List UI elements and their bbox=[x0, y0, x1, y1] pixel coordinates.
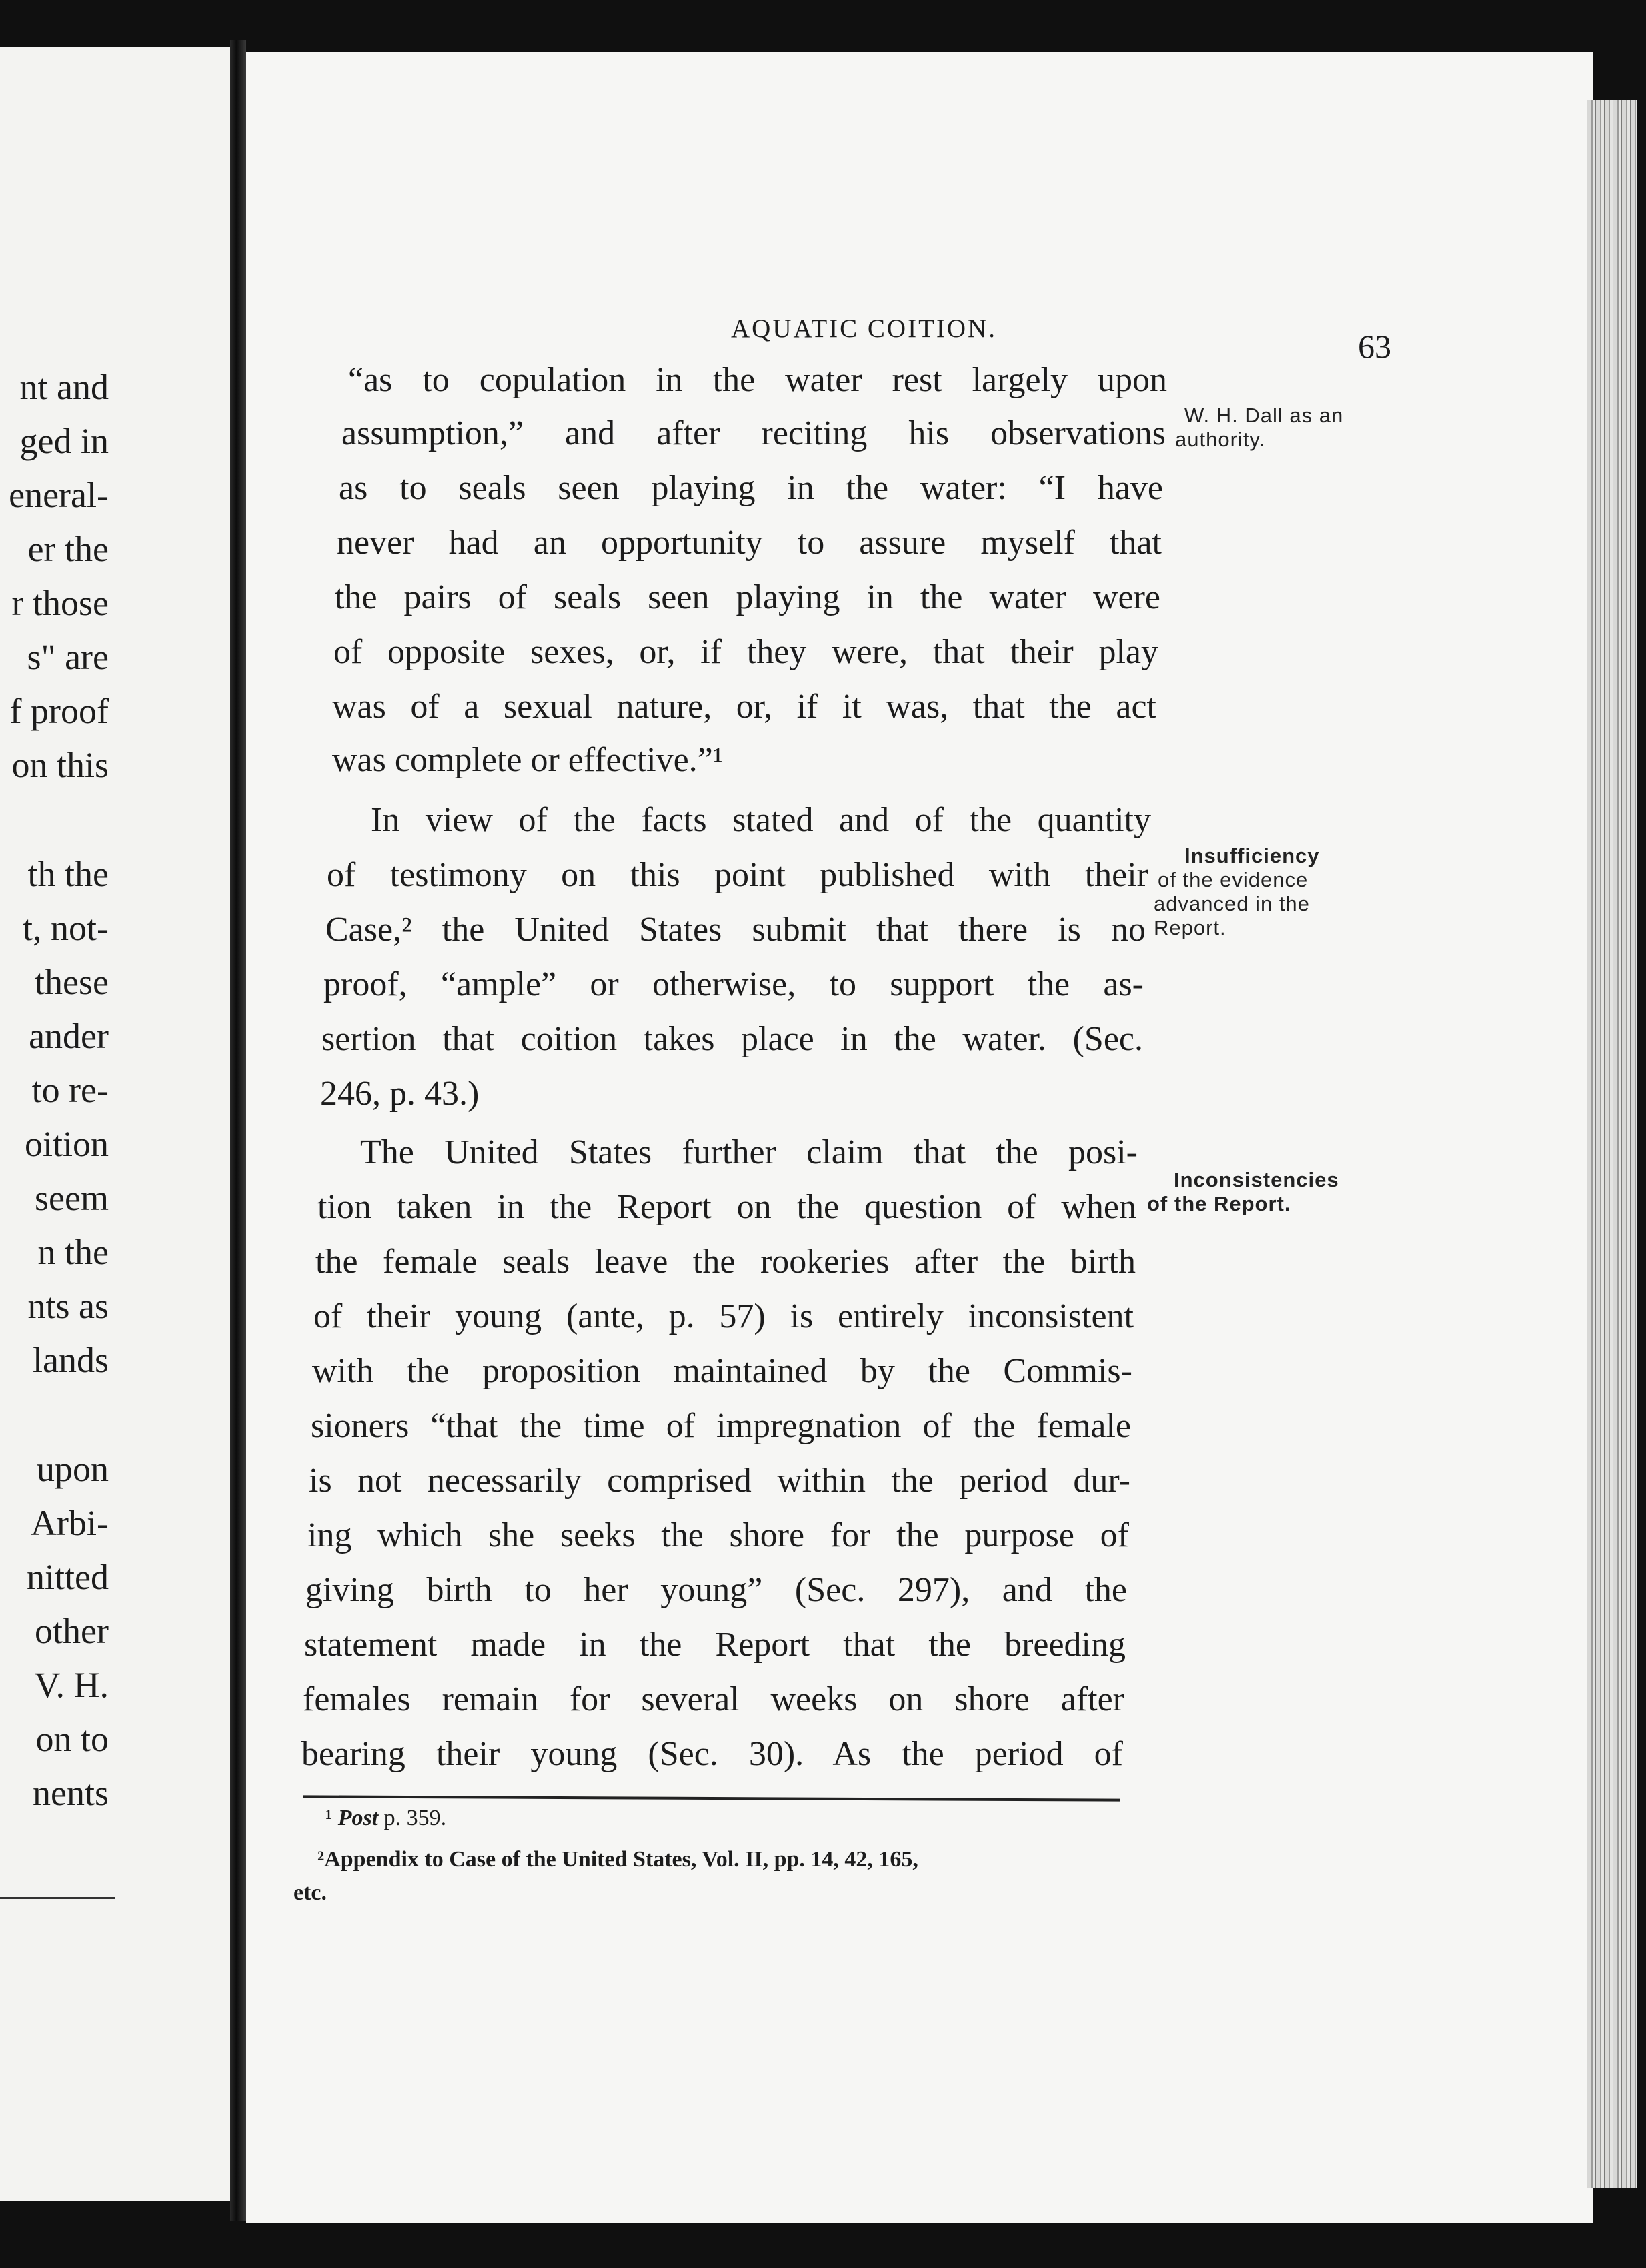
footnote-1 bbox=[325, 1805, 446, 1832]
facing-page-line: nitted bbox=[27, 1557, 109, 1597]
running-head: AQUATIC COITION. bbox=[731, 314, 997, 343]
facing-page-line: ged in bbox=[19, 421, 109, 461]
facing-page-line: ander bbox=[29, 1016, 109, 1056]
facing-page-line: other bbox=[35, 1611, 109, 1651]
facing-page-line: seem bbox=[35, 1178, 109, 1218]
facing-page-line: r those bbox=[11, 583, 109, 623]
body-text-line: In view of the facts stated and of the quantity bbox=[371, 801, 1151, 839]
facing-page-line: eneral- bbox=[9, 475, 109, 515]
page-edges bbox=[1587, 100, 1637, 2188]
body-text-line: 246, p. 43.) bbox=[320, 1075, 480, 1113]
body-text-line: statement made in the Report that the breeding bbox=[304, 1626, 1126, 1664]
body-text-line: “as to copulation in the water rest largely upon bbox=[348, 361, 1167, 399]
facing-page-line: Arbi- bbox=[31, 1503, 109, 1543]
body-text-line: sertion that coition takes place in the water. (Sec. bbox=[321, 1020, 1143, 1058]
facing-page-line: er the bbox=[27, 529, 109, 569]
body-text-line: females remain for several weeks on shore after bbox=[303, 1680, 1124, 1718]
body-text-line: the pairs of seals seen playing in the water were bbox=[335, 578, 1160, 616]
facing-page-line: nts as bbox=[27, 1286, 109, 1326]
body-text-line: bearing their young (Sec. 30). As the period of bbox=[301, 1735, 1123, 1773]
body-text-line: of their young (ante, p. 57) is entirely inconsistent bbox=[313, 1297, 1134, 1335]
body-text-line: of opposite sexes, or, if they were, that their play bbox=[333, 633, 1158, 671]
body-text-line: is not necessarily comprised within the period dur- bbox=[309, 1462, 1130, 1500]
facing-page-line: n the bbox=[37, 1232, 109, 1272]
footnote-2-line1: ²Appendix to Case of the United States, Vol. II, pp. 14, 42, 165, bbox=[317, 1847, 918, 1872]
body-text-line: sioners “that the time of impregnation of the female bbox=[311, 1407, 1131, 1445]
facing-page-line: nents bbox=[33, 1773, 109, 1813]
facing-page-line: V. H. bbox=[34, 1665, 109, 1705]
side-note-insufficiency: Insufficiency bbox=[1184, 844, 1320, 867]
side-note-insufficiency: advanced in the bbox=[1154, 892, 1310, 915]
body-text-line: Case,² the United States submit that there is no bbox=[325, 911, 1146, 949]
body-text-line: The United States further claim that the posi- bbox=[360, 1133, 1138, 1171]
footnote-1-ref: Post bbox=[337, 1806, 379, 1830]
body-text-line: was of a sexual nature, or, if it was, that the act bbox=[332, 688, 1156, 726]
facing-page-line: on this bbox=[11, 745, 109, 785]
facing-page-line: upon bbox=[37, 1449, 109, 1489]
facing-page-footnote-rule bbox=[0, 1897, 115, 1899]
facing-page-line: oition bbox=[24, 1124, 109, 1164]
footnote-1-marker: ¹ bbox=[325, 1806, 333, 1830]
footnote-2-line2: etc. bbox=[293, 1880, 327, 1905]
body-text-line: giving birth to her young” (Sec. 297), and the bbox=[305, 1571, 1127, 1609]
book-gutter bbox=[230, 40, 246, 2221]
side-note-inconsistencies: Inconsistencies bbox=[1174, 1168, 1339, 1191]
body-text-line: the female seals leave the rookeries after the birth bbox=[315, 1243, 1136, 1281]
body-text-line: never had an opportunity to assure myself that bbox=[337, 524, 1162, 562]
body-text-line: proof, “ample” or otherwise, to support the as- bbox=[323, 965, 1144, 1003]
facing-page-line: t, not- bbox=[23, 908, 109, 948]
facing-page-line: these bbox=[35, 962, 109, 1002]
body-text-line: with the proposition maintained by the Commis- bbox=[312, 1352, 1132, 1390]
side-note-dall: authority. bbox=[1175, 428, 1266, 451]
body-text-line: tion taken in the Report on the question of when bbox=[317, 1188, 1136, 1226]
body-text-line: was complete or effective.”¹ bbox=[332, 741, 724, 779]
facing-page-line: nt and bbox=[19, 367, 109, 407]
body-text-line: as to seals seen playing in the water: “I have bbox=[339, 469, 1163, 507]
facing-page-line: lands bbox=[33, 1340, 109, 1380]
page-number: 63 bbox=[1358, 328, 1391, 365]
side-note-insufficiency: Report. bbox=[1154, 916, 1226, 939]
footnote-1-text: p. 359. bbox=[383, 1806, 447, 1830]
facing-page-line: s" are bbox=[27, 637, 109, 677]
facing-page-line: th the bbox=[27, 854, 109, 894]
side-note-insufficiency: of the evidence bbox=[1158, 868, 1309, 891]
side-note-dall: W. H. Dall as an bbox=[1184, 404, 1344, 427]
facing-page-fragment bbox=[0, 47, 230, 2201]
facing-page-line: f proof bbox=[9, 691, 109, 731]
facing-page-line: on to bbox=[35, 1719, 109, 1759]
body-text-line: assumption,” and after reciting his observations bbox=[341, 414, 1166, 452]
body-text-line: of testimony on this point published with their bbox=[327, 856, 1148, 894]
body-text-line: ing which she seeks the shore for the purpose of bbox=[307, 1516, 1129, 1554]
facing-page-line: to re- bbox=[31, 1070, 109, 1110]
side-note-inconsistencies: of the Report. bbox=[1147, 1192, 1291, 1215]
